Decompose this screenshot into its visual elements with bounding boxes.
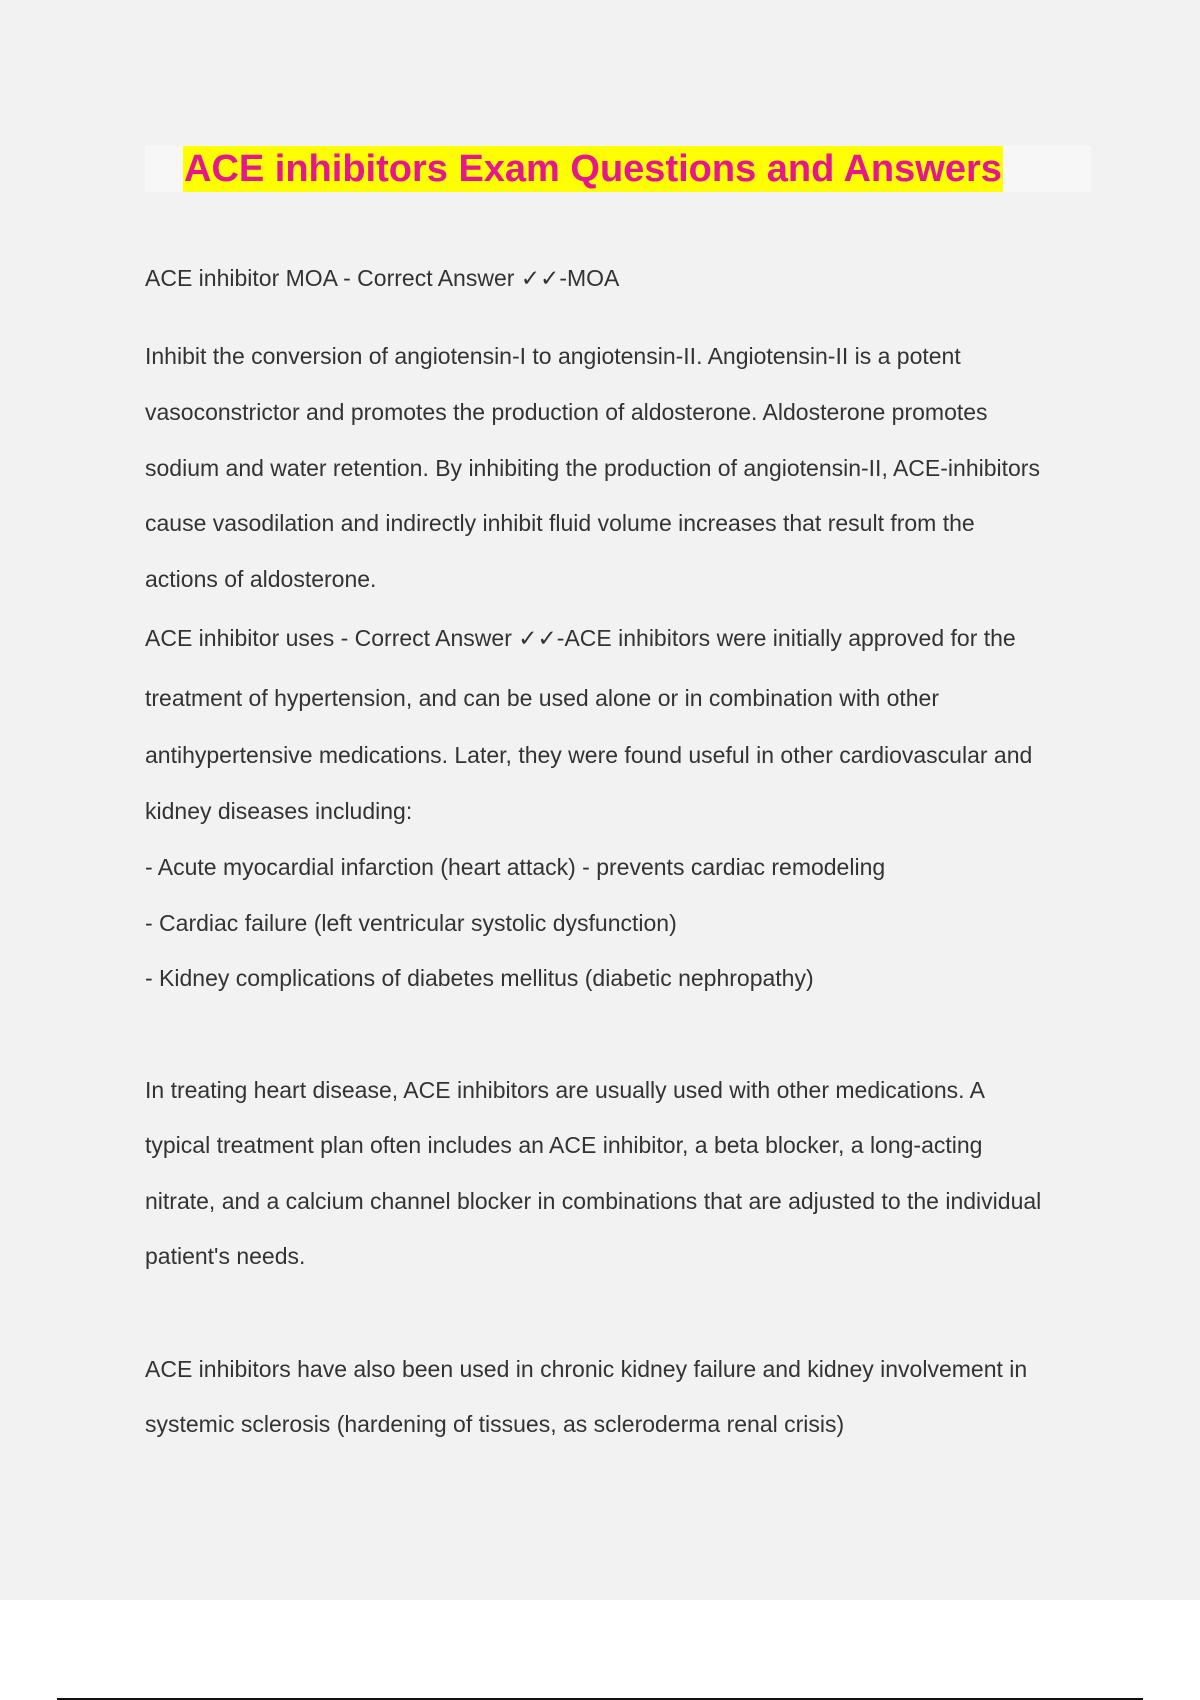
text-line: vasoconstrictor and promotes the production of aldosterone. Aldosterone promotes (145, 399, 988, 425)
question-moa: ACE inhibitor MOA - Correct Answer ✓✓-MOA (145, 265, 620, 291)
text-line: sodium and water retention. By inhibiting the production of angiotensin-II, ACE-inhibitors (145, 455, 1040, 481)
text-line: cause vasodilation and indirectly inhibit fluid volume increases that result from the (145, 510, 975, 536)
list-item: - Kidney complications of diabetes mellitus (diabetic nephropathy) (145, 965, 814, 991)
text-line: treatment of hypertension, and can be used alone or in combination with other (145, 685, 939, 711)
text-line: ACE inhibitors have also been used in chronic kidney failure and kidney involvement in (145, 1356, 1028, 1382)
list-item: - Acute myocardial infarction (heart attack) - prevents cardiac remodeling (145, 854, 886, 880)
text-line: systemic sclerosis (hardening of tissues, as scleroderma renal crisis) (145, 1411, 845, 1437)
document-title: ACE inhibitors Exam Questions and Answers (184, 148, 1002, 190)
question-uses: ACE inhibitor uses - Correct Answer ✓✓-ACE inhibitors were initially approved for the (145, 625, 1016, 651)
text-line: kidney diseases including: (145, 798, 413, 824)
text-line: patient's needs. (145, 1243, 306, 1269)
text-line: actions of aldosterone. (145, 566, 377, 592)
text-line: antihypertensive medications. Later, they were found useful in other cardiovascular and (145, 742, 1033, 768)
text-line: typical treatment plan often includes an ACE inhibitor, a beta blocker, a long-acting (145, 1132, 983, 1158)
text-line: nitrate, and a calcium channel blocker in combinations that are adjusted to the individual (145, 1188, 1042, 1214)
text-line: Inhibit the conversion of angiotensin-I to angiotensin-II. Angiotensin-II is a potent (145, 343, 961, 369)
list-item: - Cardiac failure (left ventricular systolic dysfunction) (145, 910, 677, 936)
text-line: In treating heart disease, ACE inhibitors are usually used with other medications. A (145, 1077, 985, 1103)
